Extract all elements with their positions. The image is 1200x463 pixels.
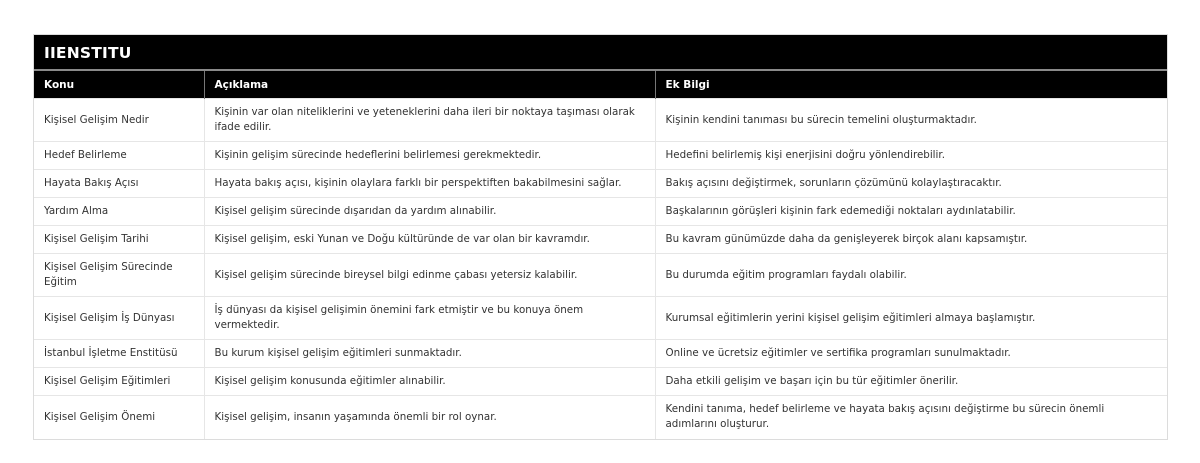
cell-aciklama: Kişisel gelişim, eski Yunan ve Doğu kültüründe de var olan bir kavramdır. xyxy=(204,226,655,254)
cell-ek-bilgi: Daha etkili gelişim ve başarı için bu tür eğitimler önerilir. xyxy=(655,368,1167,396)
cell-konu: Yardım Alma xyxy=(34,198,204,226)
cell-konu: Kişisel Gelişim Sürecinde Eğitim xyxy=(34,254,204,297)
cell-konu: Kişisel Gelişim Önemi xyxy=(34,396,204,439)
cell-ek-bilgi: Bakış açısını değiştirmek, sorunların çözümünü kolaylaştıracaktır. xyxy=(655,170,1167,198)
cell-ek-bilgi: Hedefini belirlemiş kişi enerjisini doğru yönlendirebilir. xyxy=(655,142,1167,170)
table-row xyxy=(34,142,1167,170)
cell-ek-bilgi: Başkalarının görüşleri kişinin fark edemediği noktaları aydınlatabilir. xyxy=(655,198,1167,226)
table-row xyxy=(34,226,1167,254)
cell-konu: Kişisel Gelişim Eğitimleri xyxy=(34,368,204,396)
table-row xyxy=(34,297,1167,340)
cell-konu: Kişisel Gelişim İş Dünyası xyxy=(34,297,204,340)
cell-ek-bilgi: Kurumsal eğitimlerin yerini kişisel gelişim eğitimleri almaya başlamıştır. xyxy=(655,297,1167,340)
header-aciklama: Açıklama xyxy=(204,71,655,99)
header-row xyxy=(34,71,1167,99)
cell-aciklama: İş dünyası da kişisel gelişimin önemini fark etmiştir ve bu konuya önem vermektedir. xyxy=(204,297,655,340)
header-konu: Konu xyxy=(34,71,204,99)
cell-aciklama: Hayata bakış açısı, kişinin olaylara farklı bir perspektiften bakabilmesini sağlar. xyxy=(204,170,655,198)
cell-ek-bilgi: Online ve ücretsiz eğitimler ve sertifika programları sunulmaktadır. xyxy=(655,340,1167,368)
cell-ek-bilgi: Bu durumda eğitim programları faydalı olabilir. xyxy=(655,254,1167,297)
table-row xyxy=(34,99,1167,142)
cell-ek-bilgi: Kendini tanıma, hedef belirleme ve hayata bakış açısını değiştirme bu sürecin önemli adımlarını oluşturur. xyxy=(655,396,1167,439)
cell-konu: Hedef Belirleme xyxy=(34,142,204,170)
table-row xyxy=(34,170,1167,198)
info-table-container xyxy=(33,34,1168,440)
cell-aciklama: Kişisel gelişim konusunda eğitimler alınabilir. xyxy=(204,368,655,396)
cell-aciklama: Kişisel gelişim, insanın yaşamında önemli bir rol oynar. xyxy=(204,396,655,439)
header-ek-bilgi: Ek Bilgi xyxy=(655,71,1167,99)
cell-aciklama: Kişinin gelişim sürecinde hedeflerini belirlemesi gerekmektedir. xyxy=(204,142,655,170)
cell-konu: İstanbul İşletme Enstitüsü xyxy=(34,340,204,368)
cell-aciklama: Kişisel gelişim sürecinde bireysel bilgi edinme çabası yetersiz kalabilir. xyxy=(204,254,655,297)
table-row xyxy=(34,254,1167,297)
cell-aciklama: Kişinin var olan niteliklerini ve yeteneklerini daha ileri bir noktaya taşıması olarak ifade edilir. xyxy=(204,99,655,142)
table-title: IIENSTITU xyxy=(34,35,1167,71)
cell-aciklama: Bu kurum kişisel gelişim eğitimleri sunmaktadır. xyxy=(204,340,655,368)
table-row xyxy=(34,368,1167,396)
table-row xyxy=(34,198,1167,226)
cell-ek-bilgi: Bu kavram günümüzde daha da genişleyerek birçok alanı kapsamıştır. xyxy=(655,226,1167,254)
info-table xyxy=(34,71,1167,439)
table-row xyxy=(34,396,1167,439)
cell-ek-bilgi: Kişinin kendini tanıması bu sürecin temelini oluşturmaktadır. xyxy=(655,99,1167,142)
cell-konu: Hayata Bakış Açısı xyxy=(34,170,204,198)
cell-konu: Kişisel Gelişim Nedir xyxy=(34,99,204,142)
cell-konu: Kişisel Gelişim Tarihi xyxy=(34,226,204,254)
table-row xyxy=(34,340,1167,368)
cell-aciklama: Kişisel gelişim sürecinde dışarıdan da yardım alınabilir. xyxy=(204,198,655,226)
